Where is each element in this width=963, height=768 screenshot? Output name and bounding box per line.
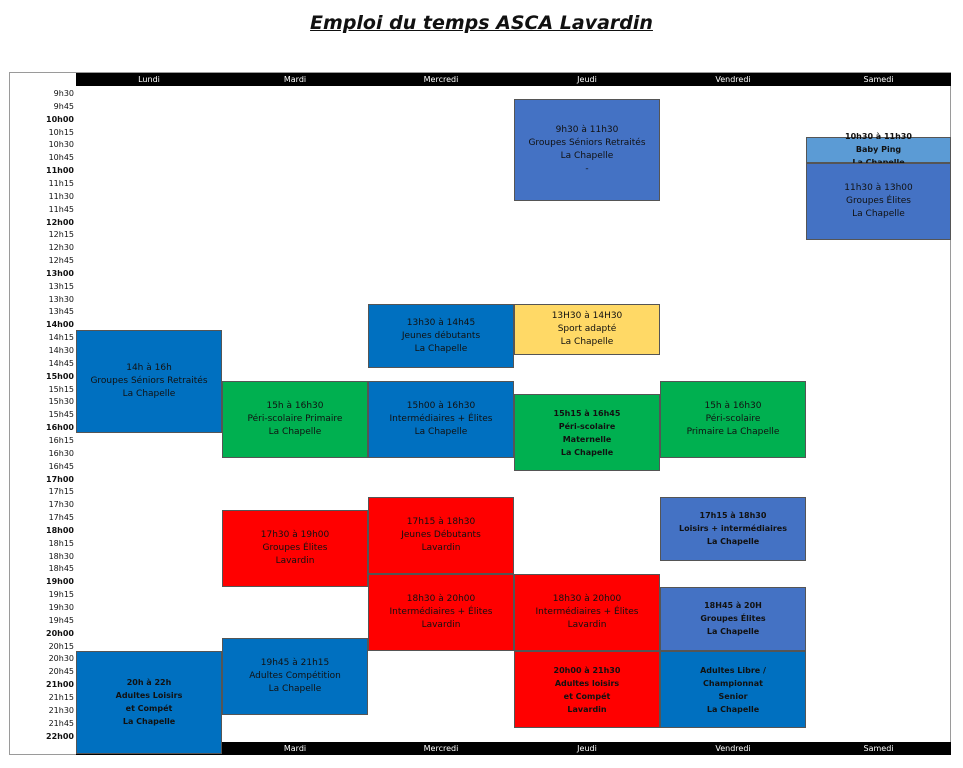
schedule-block: [660, 381, 806, 458]
time-label: 15h30: [48, 397, 74, 407]
time-label: 10h45: [48, 153, 74, 163]
block-line: Lavardin: [567, 704, 607, 714]
block-line: 17h15 à 18h30: [699, 511, 767, 521]
block-line: La Chapelle: [122, 717, 176, 727]
schedule-block: [368, 574, 514, 651]
schedule-block: [368, 304, 514, 368]
day-header-vendredi: Vendredi: [660, 73, 806, 86]
day-footer-mardi: Mardi: [222, 742, 368, 755]
time-label: 13h00: [46, 268, 74, 278]
time-label: 18h00: [46, 525, 74, 535]
block-line: 9h30 à 11h30: [555, 124, 619, 135]
block-line: Adultes Compétition: [249, 671, 341, 682]
time-label: 12h15: [48, 230, 74, 240]
time-label: 21h15: [48, 692, 74, 702]
time-label: 15h00: [46, 371, 74, 381]
time-label: 19h00: [46, 577, 74, 587]
block-line: La Chapelle: [268, 427, 322, 438]
block-line: Groupes Séniors Retraités: [528, 137, 646, 148]
block-line: 15h00 à 16h30: [406, 401, 476, 412]
schedule-block: [514, 651, 660, 728]
block-line: Maternelle: [562, 434, 612, 444]
schedule-block: [514, 394, 660, 471]
block-line: 20h à 22h: [126, 678, 172, 688]
block-line: Jeunes débutants: [401, 330, 481, 341]
block-line: Adultes Libre /: [700, 665, 766, 675]
time-label: 20h15: [48, 641, 74, 651]
day-header-lundi: Lundi: [76, 73, 222, 86]
block-line: Groupes Séniors Retraités: [90, 375, 208, 386]
block-line: Senior: [718, 691, 748, 701]
time-label: 11h15: [48, 178, 74, 188]
block-line: 17h30 à 19h00: [260, 529, 330, 540]
block-line: La Chapelle: [560, 337, 614, 348]
time-label: 15h15: [48, 384, 74, 394]
time-label: 10h00: [46, 114, 74, 124]
time-label: 21h00: [46, 680, 74, 690]
schedule-block: [660, 587, 806, 651]
time-label: 16h45: [48, 461, 74, 471]
block-line: -: [585, 163, 589, 174]
block-line: La Chapelle: [414, 427, 468, 438]
time-label: 13h45: [48, 307, 74, 317]
block-line: La Chapelle: [268, 684, 322, 695]
block-line: 11h30 à 13h00: [844, 182, 913, 193]
time-label: 16h00: [46, 423, 74, 433]
block-line: Intermédiaires + Élites: [389, 414, 493, 425]
schedule-block: [76, 330, 222, 433]
time-label: 11h45: [48, 204, 74, 214]
block-line: Lavardin: [421, 542, 461, 553]
schedule-block: [514, 99, 660, 202]
block-line: et Compét: [563, 691, 611, 701]
block-line: 13H30 à 14H30: [551, 311, 623, 322]
block-line: Groupes Élites: [262, 542, 328, 553]
block-line: 15h à 16h30: [266, 401, 324, 412]
day-footer-mercredi: Mercredi: [368, 742, 514, 755]
time-label: 22h00: [46, 731, 74, 741]
block-line: La Chapelle: [706, 704, 760, 714]
time-label: 19h15: [48, 590, 74, 600]
block-line: 18h30 à 20h00: [552, 593, 622, 604]
time-label: 17h15: [48, 487, 74, 497]
time-label: 19h45: [48, 615, 74, 625]
block-line: 18H45 à 20H: [704, 601, 762, 611]
block-line: La Chapelle: [560, 150, 614, 161]
block-line: Sport adapté: [557, 324, 617, 335]
schedule-block: [806, 132, 951, 163]
time-label: 14h30: [48, 346, 74, 355]
day-header-samedi: Samedi: [806, 73, 951, 86]
block-line: Intermédiaires + Élites: [389, 606, 493, 617]
time-label: 12h30: [48, 243, 74, 253]
time-label: 12h45: [48, 256, 74, 266]
schedule-block: [806, 163, 951, 240]
block-line: Groupes Élites: [846, 195, 911, 206]
time-label: 20h00: [46, 628, 74, 638]
schedule-block: [514, 574, 660, 651]
block-line: Lavardin: [421, 619, 461, 630]
time-label: 17h45: [48, 513, 74, 523]
block-line: La Chapelle: [706, 537, 760, 547]
day-header-mardi: Mardi: [222, 73, 368, 86]
time-label: 12h00: [46, 217, 74, 227]
time-label: 11h30: [48, 191, 74, 201]
schedule-block: [222, 638, 368, 715]
block-line: 20h00 à 21h30: [553, 665, 621, 675]
page-title: Emploi du temps ASCA Lavardin: [310, 12, 653, 34]
block-line: Lavardin: [275, 555, 315, 566]
schedule-block: [514, 304, 660, 355]
schedule-block: [660, 497, 806, 561]
block-line: La Chapelle: [706, 627, 760, 637]
block-line: La Chapelle: [414, 343, 468, 354]
time-label: 14h00: [46, 320, 74, 330]
day-header-mercredi: Mercredi: [368, 73, 514, 86]
time-label: 9h45: [53, 101, 74, 111]
block-line: Primaire La Chapelle: [686, 427, 780, 438]
time-label: 16h30: [48, 448, 74, 458]
time-label: 16h15: [48, 435, 74, 445]
block-line: Groupes Élites: [700, 614, 766, 624]
time-label: 17h30: [48, 500, 74, 510]
block-line: Péri-scolaire Primaire: [247, 414, 343, 425]
block-line: 15h à 16h30: [704, 401, 762, 412]
schedule-block: [660, 651, 806, 728]
time-label: 20h30: [48, 654, 74, 664]
block-line: Championnat: [703, 678, 763, 688]
time-label: 14h15: [48, 333, 74, 343]
block-line: Baby Ping: [855, 145, 902, 155]
time-label: 18h15: [48, 538, 74, 548]
day-footer-vendredi: Vendredi: [660, 742, 806, 755]
time-label: 21h45: [48, 718, 74, 728]
schedule-block: [222, 510, 368, 587]
time-label: 21h30: [48, 705, 74, 715]
time-label: 18h30: [48, 551, 74, 561]
block-line: Lavardin: [567, 619, 607, 630]
block-line: et Compét: [125, 704, 173, 714]
schedule-block: [76, 651, 222, 754]
block-line: Intermédiaires + Élites: [535, 606, 639, 617]
schedule-block: [368, 497, 514, 574]
block-line: 14h à 16h: [126, 362, 172, 373]
time-label: 19h30: [48, 603, 74, 612]
time-label: 11h00: [46, 166, 74, 176]
time-label: 17h00: [46, 474, 74, 484]
block-line: Péri-scolaire: [558, 421, 616, 431]
block-line: Péri-scolaire: [705, 414, 761, 425]
block-line: Adultes Loisirs: [115, 691, 183, 701]
day-footer-samedi: Samedi: [806, 742, 951, 755]
block-line: 17h15 à 18h30: [406, 516, 476, 527]
time-label: 13h30: [48, 294, 74, 304]
block-line: La Chapelle: [122, 388, 176, 399]
day-footer-jeudi: Jeudi: [514, 742, 660, 755]
block-line: 15h15 à 16h45: [553, 408, 621, 418]
block-line: 10h30 à 11h30: [845, 132, 912, 142]
block-line: La Chapelle: [852, 208, 905, 219]
time-label: 9h30: [53, 89, 74, 98]
time-label: 18h45: [48, 564, 74, 574]
time-label: 10h30: [48, 140, 74, 150]
block-line: 18h30 à 20h00: [406, 593, 476, 604]
block-line: Loisirs + intermédiaires: [679, 524, 787, 534]
day-header-jeudi: Jeudi: [514, 73, 660, 86]
time-label: 20h45: [48, 667, 74, 677]
time-label: 13h15: [48, 281, 74, 291]
block-line: Adultes loisirs: [554, 678, 620, 688]
block-line: La Chapelle: [560, 447, 614, 457]
time-label: 14h45: [48, 358, 74, 368]
schedule-block: [368, 381, 514, 458]
block-line: Jeunes Débutants: [401, 529, 481, 540]
block-line: 13h30 à 14h45: [406, 317, 476, 328]
schedule-block: [222, 381, 368, 458]
time-label: 10h15: [48, 127, 74, 137]
block-line: 19h45 à 21h15: [260, 658, 330, 669]
time-label: 15h45: [48, 410, 74, 420]
